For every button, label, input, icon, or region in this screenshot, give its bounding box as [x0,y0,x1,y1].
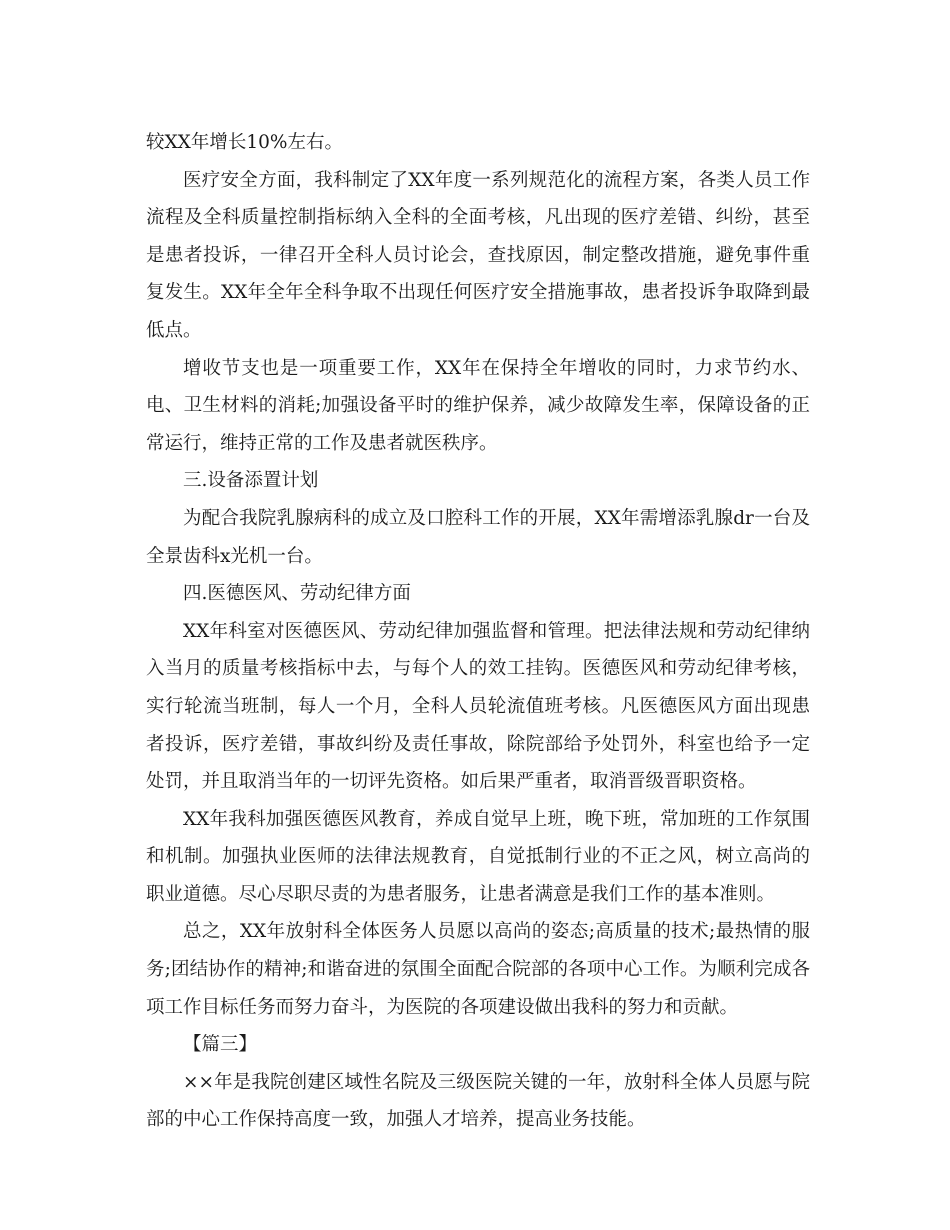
section-heading-4: 四.医德医风、劳动纪律方面 [183,583,411,605]
paragraph-4: 为配合我院乳腺病科的成立及口腔科工作的开展，XX年需增添乳腺dr一台及全景齿科x光机一台。 [146,507,810,567]
part-heading: 【篇三】 [183,1034,258,1056]
paragraph-6: XX年我科加强医德医风教育，养成自觉早上班，晚下班，常加班的工作氛围和机制。加强执业医师的法律法规教育，自觉抵制行业的不正之风，树立高尚的职业道德。尽心尽职尽责的为患者服务，让患者满意是我们工作的基本准则。 [146,808,810,905]
document-page [146,124,810,1139]
paragraph-7: 总之，XX年放射科全体医务人员愿以高尚的姿态;高质量的技术;最热情的服务;团结协作的精神;和谐奋进的氛围全面配合院部的各项中心工作。为顺利完成各项工作目标任务而努力奋斗，为医院的各项建设做出我科的努力和贡献。 [146,921,810,1018]
paragraph-2: 医疗安全方面，我科制定了XX年度一系列规范化的流程方案，各类人员工作流程及全科质量控制指标纳入全科的全面考核，凡出现的医疗差错、纠纷，甚至是患者投诉，一律召开全科人员讨论会，查找原因，制定整改措施，避免事件重复发生。XX年全年全科争取不出现任何医疗安全措施事故，患者投诉争取降到最低点。 [146,169,810,341]
paragraph-5: XX年科室对医德医风、劳动纪律加强监督和管理。把法律法规和劳动纪律纳入当月的质量考核指标中去，与每个人的效工挂钩。医德医风和劳动纪律考核，实行轮流当班制，每人一个月，全科人员轮流值班考核。凡医德医风方面出现患者投诉，医疗差错，事故纠纷及责任事故，除院部给予处罚外，科室也给予一定处罚，并且取消当年的一切评先资格。如后果严重者，取消晋级晋职资格。 [146,620,810,793]
section-heading-3: 三.设备添置计划 [183,470,319,492]
paragraph-8: ××年是我院创建区域性名院及三级医院关键的一年，放射科全体人员愿与院部的中心工作保持高度一致，加强人才培养，提高业务技能。 [146,1071,810,1131]
paragraph-1: 较XX年增长10%左右。 [146,132,343,153]
paragraph-3: 增收节支也是一项重要工作，XX年在保持全年增收的同时，力求节约水、电、卫生材料的消耗;加强设备平时的维护保养，减少故障发生率，保障设备的正常运行，维持正常的工作及患者就医秩序。 [146,357,810,454]
